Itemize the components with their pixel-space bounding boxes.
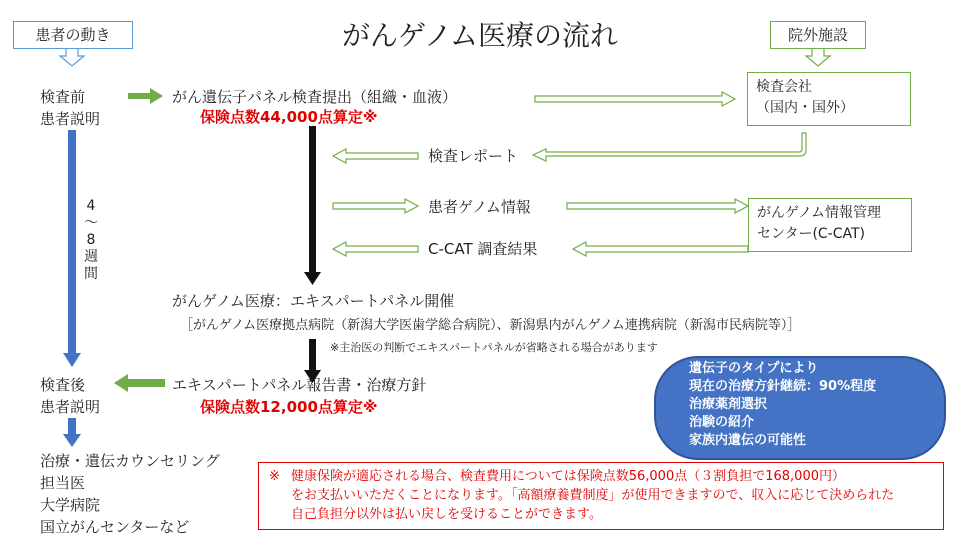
before-explanation-label: 患者説明: [40, 110, 101, 128]
report-left-arrow: [333, 149, 418, 163]
lab-company-name: 検査会社: [756, 79, 812, 95]
patient-column-header: 患者の動き: [13, 21, 133, 49]
ccat-subname: センター(C-CAT): [757, 226, 866, 242]
patient-timeline-arrowhead: [63, 353, 81, 367]
list-item: 現在の治療方針継続：90%程度: [689, 379, 877, 394]
submission-points: 保険点数44,000点算定※: [200, 108, 378, 126]
duration-char: 8: [86, 232, 96, 248]
ccat-result: C-CAT 調査結果: [428, 240, 538, 258]
panel-flow-line: [309, 339, 316, 373]
outcome-heading: 遺伝子のタイプにより: [689, 361, 819, 376]
list-item: 治療薬剤選択: [689, 397, 768, 412]
return-solid-arrow: [114, 374, 165, 392]
footnote-line: をお支払いいただくことになります。「高額療養費制度」が使用できますので、収入に応じて決められた: [291, 488, 895, 503]
after-test-step: [40, 374, 100, 418]
after-explanation-label: 患者説明: [40, 398, 101, 416]
expert-panel-note: ※主治医の判断でエキスパートパネルが省略される場合があります: [330, 341, 658, 354]
outcome-list: [689, 360, 876, 450]
result-left-arrow: [333, 242, 418, 256]
main-flow-line: [309, 126, 316, 274]
insurance-footnote: [258, 462, 944, 530]
main-flow-arrowhead: [304, 272, 321, 285]
duration-label: [84, 198, 98, 283]
followup-list: [40, 450, 220, 538]
list-item: 大学病院: [40, 496, 101, 514]
followup-arrowhead: [63, 434, 81, 447]
list-item: 家族内遺伝の可能性: [689, 433, 807, 448]
before-test-step: [40, 86, 100, 130]
duration-char: 間: [84, 266, 98, 282]
duration-char: 週: [84, 249, 98, 265]
panel-submission: がん遺伝子パネル検査提出（組織・血液）: [172, 88, 458, 106]
panel-report-points: 保険点数12,000点算定※: [200, 398, 378, 416]
footnote-line: 健康保険が適応される場合、検査費用については保険点数56,000点（３割負担で168,000円）: [291, 469, 845, 484]
lab-company-box: [747, 72, 911, 126]
list-item: 治験の紹介: [689, 415, 755, 430]
expert-panel-title: がんゲノム医療：エキスパートパネル開催: [172, 292, 455, 310]
footnote-mark: ※: [269, 469, 280, 484]
duration-char: ～: [84, 215, 98, 231]
duration-char: 4: [86, 198, 96, 214]
ccat-to-result-arrow: [573, 242, 748, 256]
footnote-line: 自己負担分以外は払い戻しを受けることができます。: [291, 507, 602, 522]
expert-panel-hospitals: ［がんゲノム医療拠点病院（新潟大学医歯学総合病院）、新潟県内がんゲノム連携病院（新潟市民病院等）］: [180, 318, 801, 333]
patient-genome-info: 患者ゲノム情報: [428, 198, 531, 216]
followup-line: [68, 418, 76, 436]
ccat-box: [748, 198, 912, 252]
after-test-label: 検査後: [40, 376, 86, 394]
patient-timeline-line: [68, 130, 76, 355]
lab-company-region: （国内・国外）: [756, 100, 854, 116]
report-return-arrow: [533, 133, 806, 161]
before-test-label: 検査前: [40, 88, 86, 106]
outside-column-header: 院外施設: [770, 21, 866, 49]
list-item: 担当医: [40, 474, 86, 492]
footnote-lines: [291, 467, 894, 524]
ccat-name: がんゲノム情報管理: [757, 205, 882, 221]
list-item: 国立がんセンターなど: [40, 518, 190, 536]
panel-report: エキスパートパネル報告書・治療方針: [172, 376, 427, 394]
to-lab-arrow: [535, 92, 735, 106]
test-report: 検査レポート: [428, 147, 519, 165]
list-item: 治療・遺伝カウンセリング: [40, 452, 220, 470]
genome-info-right-arrow: [567, 199, 748, 213]
page-title: がんゲノム医療の流れ: [341, 19, 619, 52]
submit-solid-arrow: [128, 88, 163, 104]
genome-info-left-arrow: [333, 199, 418, 213]
